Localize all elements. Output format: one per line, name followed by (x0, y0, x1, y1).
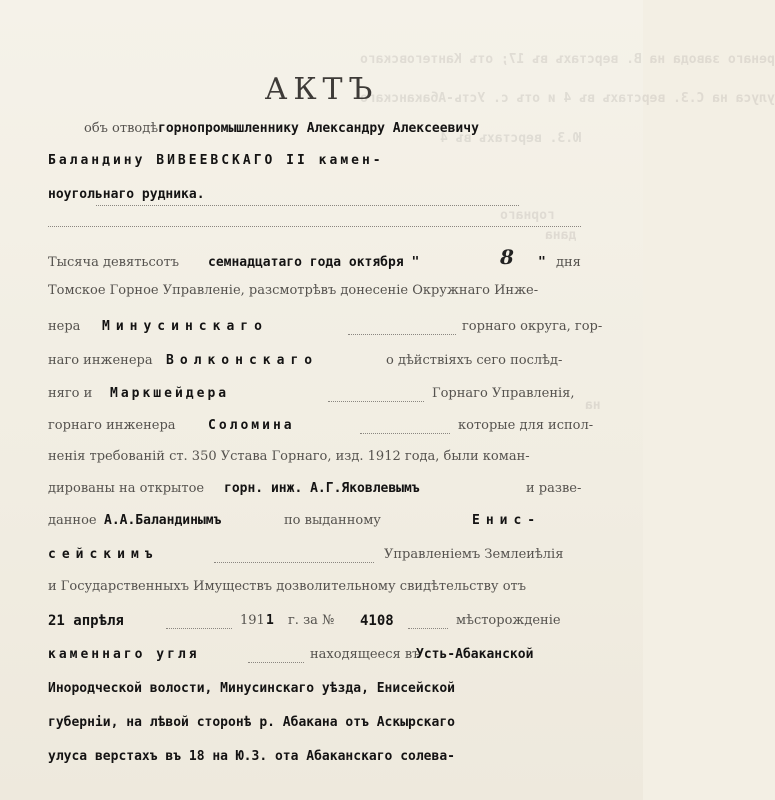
typed-field: Енис- (472, 513, 542, 528)
fill-line (360, 419, 450, 434)
fill-line (248, 648, 304, 663)
body-line-6 (48, 415, 594, 437)
handwritten-day: 8 (500, 245, 514, 269)
typed-field: улуса верстахъ въ 18 на Ю.З. ота Абаканскаго солева- (48, 749, 455, 764)
body-text: данное (48, 513, 97, 528)
bleed-line: ренаго завода на (649, 52, 775, 67)
body-line-11 (48, 576, 581, 598)
bleed-line: улуса на С.З. (673, 91, 775, 106)
body-text: дня (556, 255, 581, 270)
typed-date: семнадцатаго года октября " (208, 255, 420, 270)
typed-field: Маркшейдера (110, 386, 230, 401)
typed-field: каменнаго угля (48, 647, 200, 662)
fill-line (408, 614, 448, 629)
typed-field: 1 (266, 613, 274, 628)
subtitle-line-1 (48, 118, 581, 140)
body-text: г. за № (288, 613, 335, 628)
body-line-12 (48, 610, 581, 632)
body-text: ненія требованій ст. 350 Устава Горнаго, изд. 1912 года, были коман- (48, 449, 530, 464)
body-text: и Государственныхъ Имуществъ дозволительному свидѣтельству отъ (48, 579, 526, 594)
subtitle-line-2 (48, 150, 581, 172)
body-text: горнаго инженера (48, 418, 176, 433)
subtitle-typed-3: ноугольнаго рудника. (48, 187, 205, 202)
body-line-8 (48, 478, 581, 500)
fill-line (166, 614, 232, 629)
body-text: находящееся въ (310, 647, 421, 662)
typed-field: Инородческой волости, Минусинскаго уѣзда, Енисейской (48, 681, 455, 696)
body-text: по выданному (284, 513, 381, 528)
subtitle-line-3 (48, 184, 581, 206)
typed-field: Усть-Абаканской (416, 647, 534, 662)
body-text: 191 (240, 613, 265, 628)
typed-field: Волконскаго (166, 353, 319, 368)
body-text: горнаго округа, гор- (462, 319, 603, 334)
body-line-9 (48, 510, 581, 532)
fill-line (328, 387, 424, 402)
body-line-13 (48, 644, 581, 666)
body-line-10 (48, 544, 581, 566)
body-text: нера (48, 319, 81, 334)
body-text: Тысяча девятьсотъ (48, 255, 180, 270)
body-text: мѣсторожденіе (456, 613, 561, 628)
body-text: Управленіемъ Землеиѣлія (384, 547, 564, 562)
fill-line (348, 320, 456, 335)
body-line-2 (48, 280, 581, 302)
subtitle-typed-1: горнопромышленнику Александру Алексеевичу (158, 121, 479, 136)
body-text: и разве- (526, 481, 582, 496)
body-text: которые для испол- (458, 418, 594, 433)
body-text: наго инженера (48, 353, 153, 368)
typed-field: сейскимъ (48, 547, 159, 562)
body-text: Горнаго Управленія, (432, 386, 575, 401)
typed-field: А.А.Баландинымъ (104, 513, 222, 528)
typed-field: 21 апрѣля (48, 613, 124, 629)
typed-quote: " (538, 255, 546, 270)
fill-line (214, 548, 374, 563)
subtitle-typed-2: Баландину ВИВЕЕВСКАГО II камен- (48, 153, 384, 168)
body-line-5 (48, 383, 581, 405)
body-text: дированы на открытое (48, 481, 205, 496)
typed-field: губерніи, на лѣвой сторонѣ р. Абакана отъ Аскырскаго (48, 715, 455, 730)
body-line-7 (48, 446, 581, 468)
subtitle-rule-1 (48, 205, 581, 227)
document-title: АКТЪ (264, 72, 379, 107)
subtitle-prefix: объ отводѣ (84, 121, 159, 136)
typed-field: Минусинскаго (102, 319, 268, 334)
body-line-15 (48, 712, 581, 734)
body-line-4 (48, 350, 581, 372)
typed-field: 4108 (360, 613, 394, 629)
body-text: Томское Горное Управленіе, разсмотрѣвъ донесеніе Окружнаго Инже- (48, 283, 539, 298)
body-text: о дѣйствіяхъ сего послѣд- (386, 353, 563, 368)
typed-field: Соломина (208, 418, 295, 433)
body-line-1 (48, 245, 581, 274)
body-text: няго и (48, 386, 93, 401)
typed-field: горн. инж. А.Г.Яковлевымъ (224, 481, 420, 496)
body-line-14 (48, 678, 581, 700)
body-line-3 (48, 316, 603, 338)
body-line-16 (48, 746, 581, 768)
